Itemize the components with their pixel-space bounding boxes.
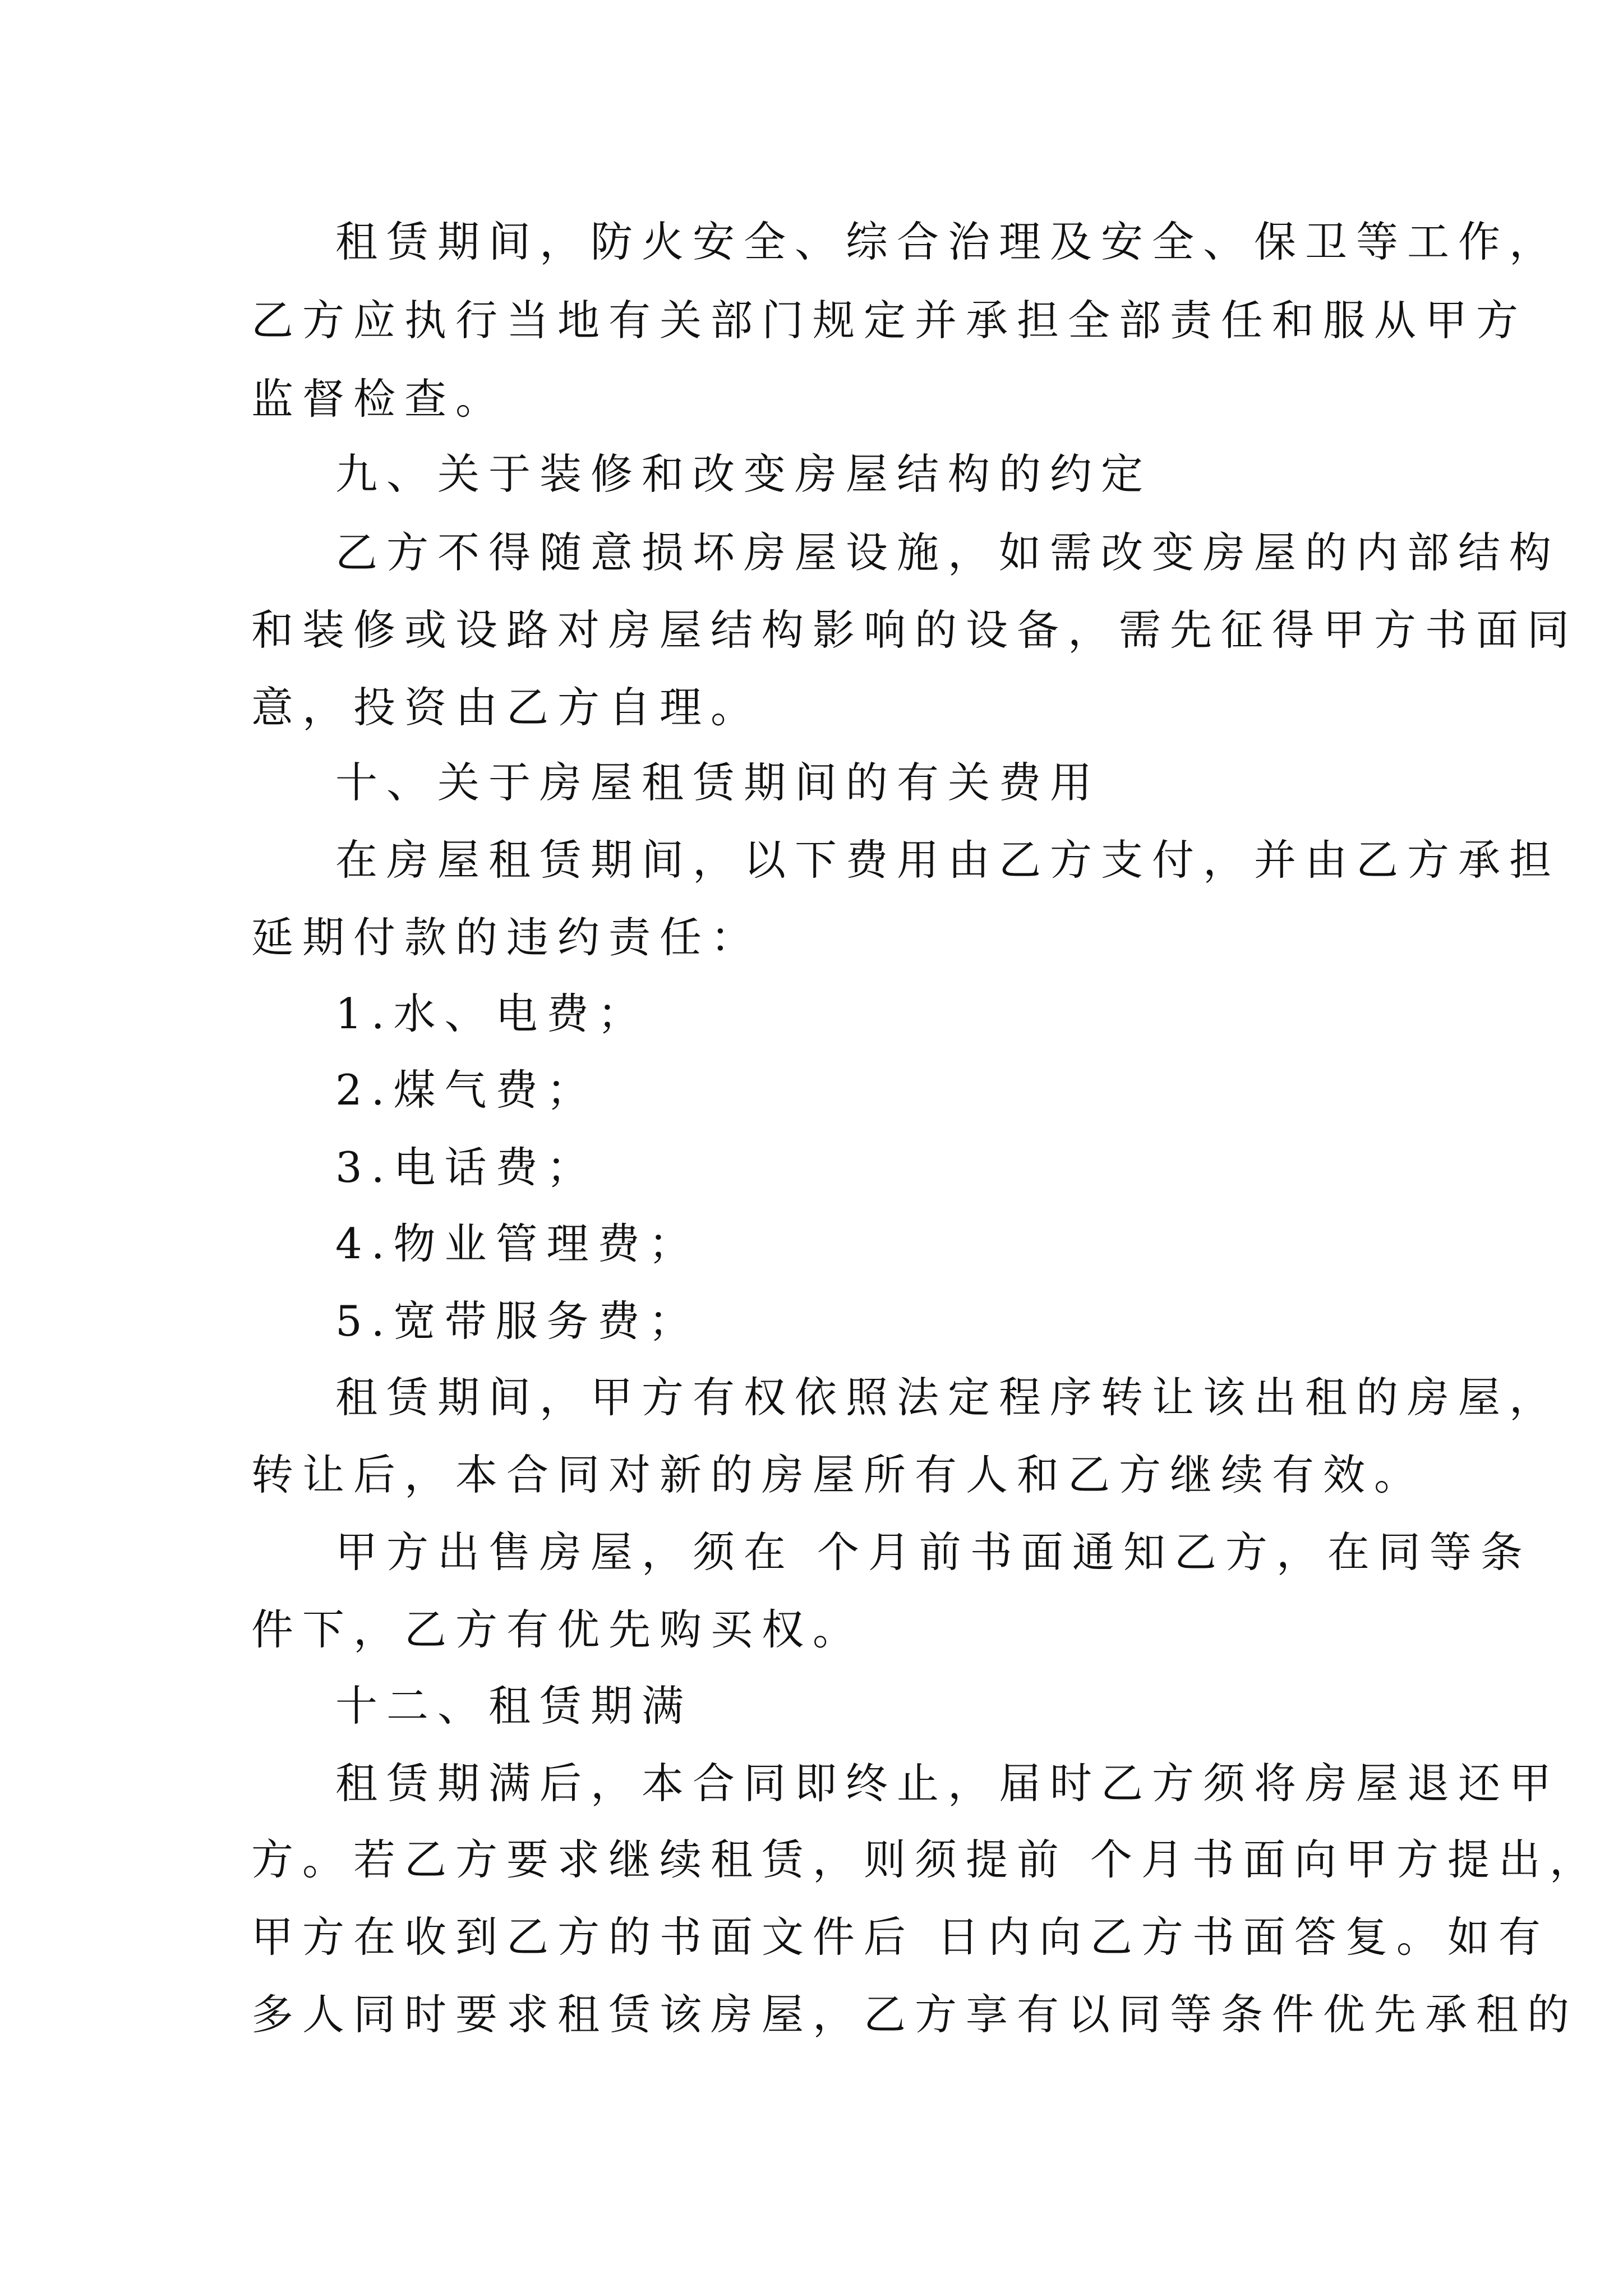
paragraph-line: 件下，乙方有优先购买权。 bbox=[251, 1605, 864, 1654]
paragraph-line: 租赁期间，防火安全、综合治理及安全、保卫等工作， bbox=[335, 217, 1561, 266]
paragraph-line: 乙方不得随意损坏房屋设施，如需改变房屋的内部结构 bbox=[335, 528, 1561, 577]
paragraph-line: 甲方出售房屋，须在 个月前书面通知乙方，在同等条 bbox=[335, 1527, 1532, 1577]
section-heading: 十、关于房屋租赁期间的有关费用 bbox=[335, 758, 1101, 807]
paragraph-line: 租赁期间，甲方有权依照法定程序转让该出租的房屋， bbox=[335, 1373, 1561, 1422]
paragraph-line: 多人同时要求租赁该房屋，乙方享有以同等条件优先承租的 bbox=[251, 1990, 1579, 2039]
paragraph-line: 乙方应执行当地有关部门规定并承担全部责任和服从甲方 bbox=[251, 296, 1528, 345]
paragraph-line: 方。若乙方要求继续租赁，则须提前 个月书面向甲方提出， bbox=[251, 1835, 1601, 1884]
list-item: 3.电话费； bbox=[335, 1143, 598, 1192]
list-item: 5.宽带服务费； bbox=[335, 1296, 700, 1346]
section-heading: 十二、租赁期满 bbox=[335, 1681, 693, 1731]
list-item: 1.水、电费； bbox=[335, 989, 649, 1038]
paragraph-line: 转让后，本合同对新的房屋所有人和乙方继续有效。 bbox=[251, 1450, 1426, 1499]
paragraph-line: 意，投资由乙方自理。 bbox=[251, 683, 762, 732]
paragraph-line: 和装修或设路对房屋结构影响的设备，需先征得甲方书面同 bbox=[251, 605, 1579, 655]
paragraph-line: 监督检查。 bbox=[251, 374, 507, 424]
paragraph-line: 在房屋租赁期间，以下费用由乙方支付，并由乙方承担 bbox=[335, 835, 1561, 885]
paragraph-line: 甲方在收到乙方的书面文件后 日内向乙方书面答复。如有 bbox=[251, 1912, 1550, 1962]
paragraph-line: 租赁期满后，本合同即终止，届时乙方须将房屋退还甲 bbox=[335, 1759, 1561, 1808]
list-item: 4.物业管理费； bbox=[335, 1219, 700, 1268]
paragraph-line: 延期付款的违约责任： bbox=[251, 913, 762, 962]
section-heading: 九、关于装修和改变房屋结构的约定 bbox=[335, 449, 1152, 499]
list-item: 2.煤气费； bbox=[335, 1065, 598, 1115]
